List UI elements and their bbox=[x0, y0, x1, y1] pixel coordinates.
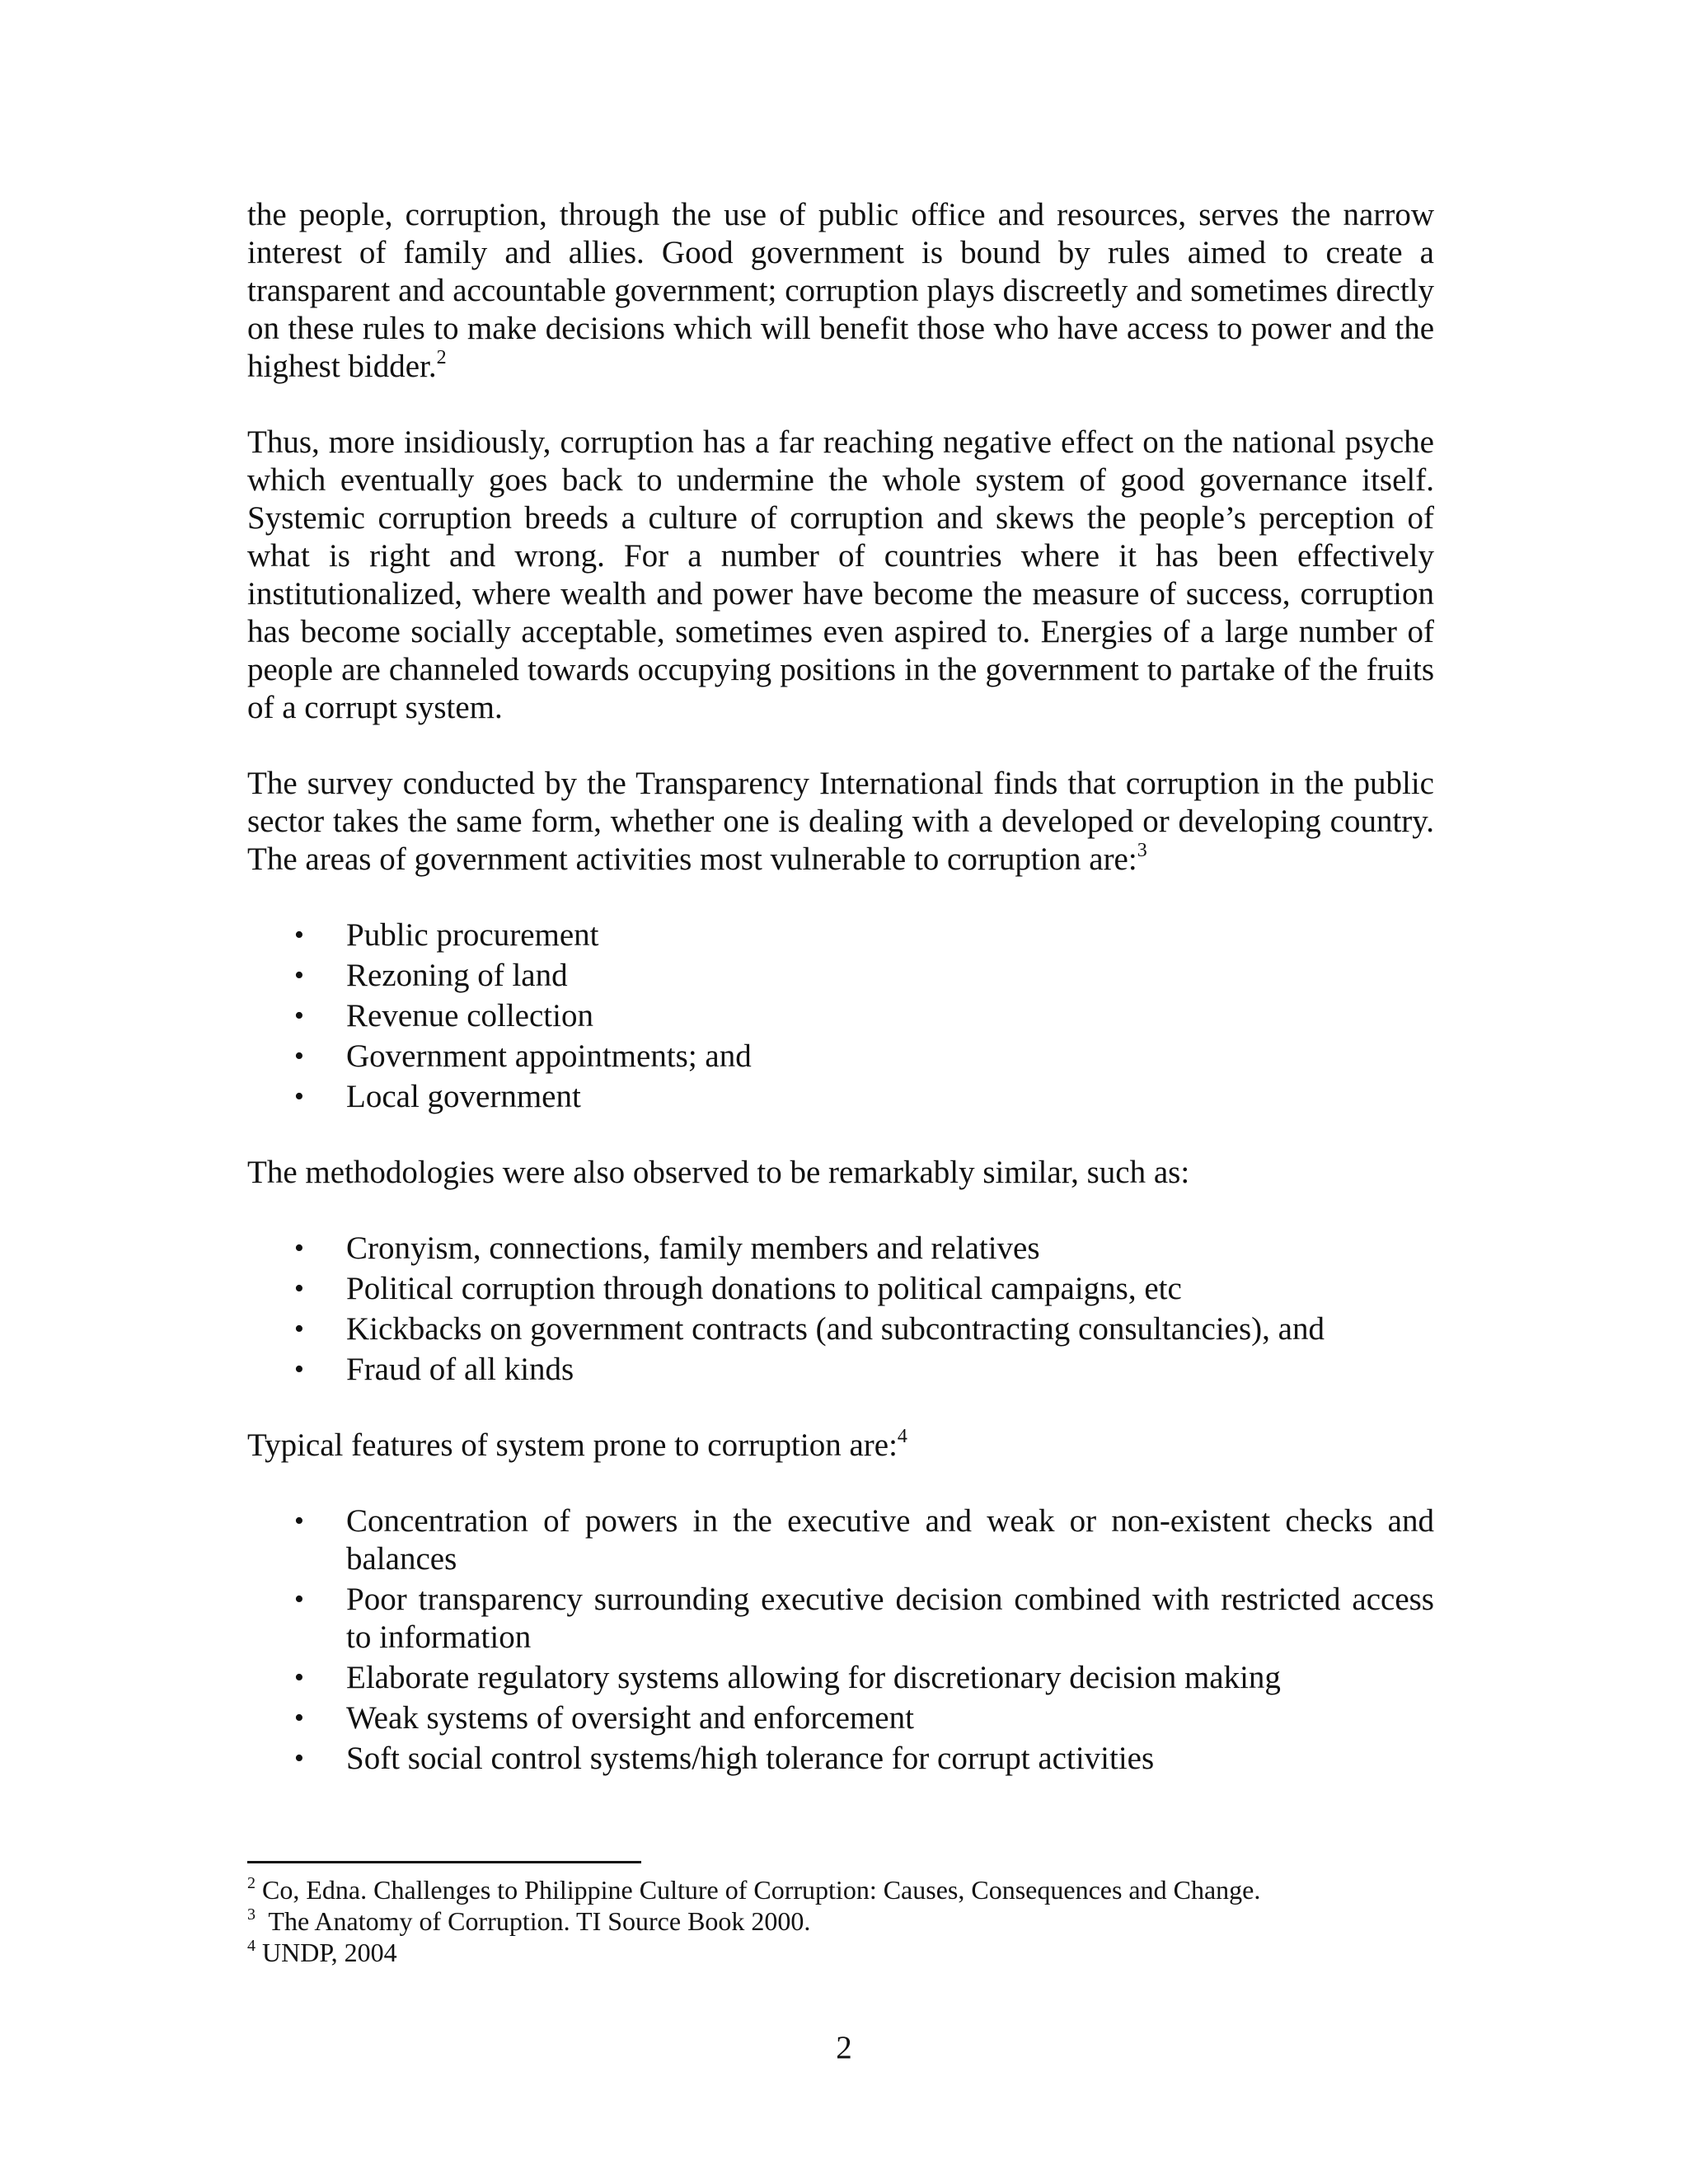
list-item-text: Government appointments; and bbox=[346, 1038, 752, 1074]
list-item bbox=[247, 1078, 1434, 1116]
footnote-reference: 2 bbox=[436, 347, 447, 368]
footnote bbox=[247, 1937, 1434, 1968]
paragraph bbox=[247, 1427, 1434, 1465]
list-item bbox=[247, 1659, 1434, 1697]
list-item-text: Fraud of all kinds bbox=[346, 1352, 574, 1387]
paragraph-text: Thus, more insidiously, corruption has a far reaching negative effect on the national psyche which eventually goes back to undermine the whole system of good governance itself. Systemic corruption breeds a culture of corruption and skews the people’s perception of what is right and wrong. For a number of countries where it has been effectively institutionalized, where wealth and power have become the measure of success, corruption has become socially acceptable, sometimes even aspired to. Energies of a large number of people are channeled towards occupying positions in the government to partake of the fruits of a corrupt system. bbox=[247, 424, 1434, 725]
list-item bbox=[247, 1502, 1434, 1578]
list-item-text: Concentration of powers in the executive and weak or non-existent checks and balances bbox=[346, 1503, 1434, 1577]
list-item-text: Political corruption through donations to political campaigns, etc bbox=[346, 1271, 1182, 1306]
paragraph-text: The methodologies were also observed to be remarkably similar, such as: bbox=[247, 1155, 1190, 1190]
page-number: 2 bbox=[836, 2030, 852, 2065]
list-item-text: Soft social control systems/high tolerance for corrupt activities bbox=[346, 1741, 1155, 1776]
bullet-icon: • bbox=[294, 960, 304, 991]
methodologies-list bbox=[247, 1230, 1434, 1389]
list-item bbox=[247, 1230, 1434, 1268]
list-item-text: Local government bbox=[346, 1079, 581, 1114]
footnote bbox=[247, 1905, 1434, 1937]
bullet-icon: • bbox=[294, 1081, 304, 1112]
list-item bbox=[247, 1699, 1434, 1737]
footnote-number: 4 bbox=[247, 1937, 256, 1955]
body-text bbox=[247, 196, 1434, 1816]
footnote-number: 2 bbox=[247, 1874, 256, 1892]
list-item-text: Poor transparency surrounding executive decision combined with restricted access to information bbox=[346, 1582, 1434, 1655]
footnote-reference: 3 bbox=[1137, 840, 1147, 861]
list-item-text: Cronyism, connections, family members and relatives bbox=[346, 1230, 1040, 1266]
list-item bbox=[247, 1310, 1434, 1348]
list-item-text: Revenue collection bbox=[346, 998, 593, 1033]
list-item bbox=[247, 1351, 1434, 1389]
list-item bbox=[247, 1740, 1434, 1778]
paragraph bbox=[247, 196, 1434, 386]
bullet-icon: • bbox=[294, 1584, 304, 1615]
list-item-text: Elaborate regulatory systems allowing for discretionary decision making bbox=[346, 1660, 1281, 1695]
features-list bbox=[247, 1502, 1434, 1778]
list-item bbox=[247, 1270, 1434, 1308]
bullet-icon: • bbox=[294, 1743, 304, 1774]
paragraph-text: the people, corruption, through the use of public office and resources, serves the narrow interest of family and allies. Good government is bound by rules aimed to create a transparent and accountable government; corruption plays discreetly and sometimes directly on these rules to make decisions which will benefit those who have access to power and the highest bidder. bbox=[247, 197, 1434, 384]
footnote-text: UNDP, 2004 bbox=[262, 1938, 397, 1967]
bullet-icon: • bbox=[294, 1041, 304, 1071]
footnotes bbox=[247, 1874, 1434, 1968]
list-item bbox=[247, 957, 1434, 995]
bullet-icon: • bbox=[294, 1506, 304, 1536]
paragraph bbox=[247, 1154, 1434, 1192]
bullet-icon: • bbox=[294, 1662, 304, 1693]
paragraph-text: Typical features of system prone to corruption are: bbox=[247, 1427, 898, 1463]
list-item bbox=[247, 1038, 1434, 1076]
footnote-separator bbox=[247, 1861, 641, 1863]
bullet-icon: • bbox=[294, 920, 304, 950]
list-item bbox=[247, 997, 1434, 1035]
list-item-text: Public procurement bbox=[346, 917, 599, 953]
footnote-text: The Anatomy of Corruption. TI Source Book 2000. bbox=[256, 1906, 811, 1936]
bullet-icon: • bbox=[294, 1273, 304, 1304]
footnote-text: Co, Edna. Challenges to Philippine Culture of Corruption: Causes, Consequences and Change. bbox=[262, 1875, 1261, 1905]
list-item-text: Weak systems of oversight and enforcement bbox=[346, 1700, 914, 1736]
bullet-icon: • bbox=[294, 1703, 304, 1733]
list-item bbox=[247, 1581, 1434, 1657]
paragraph bbox=[247, 424, 1434, 727]
bullet-icon: • bbox=[294, 1314, 304, 1344]
list-item bbox=[247, 916, 1434, 954]
bullet-icon: • bbox=[294, 1354, 304, 1385]
paragraph bbox=[247, 765, 1434, 879]
bullet-icon: • bbox=[294, 1001, 304, 1031]
footnote bbox=[247, 1874, 1434, 1905]
footnote-reference: 4 bbox=[897, 1426, 907, 1447]
list-item-text: Rezoning of land bbox=[346, 958, 568, 993]
list-item-text: Kickbacks on government contracts (and subcontracting consultancies), and bbox=[346, 1311, 1325, 1347]
vulnerable-areas-list bbox=[247, 916, 1434, 1116]
paragraph-text: The survey conducted by the Transparency International finds that corruption in the public sector takes the same form, whether one is dealing with a developed or developing country. The areas of government activities most vulnerable to corruption are: bbox=[247, 766, 1434, 877]
footnote-number: 3 bbox=[247, 1905, 256, 1924]
bullet-icon: • bbox=[294, 1233, 304, 1263]
